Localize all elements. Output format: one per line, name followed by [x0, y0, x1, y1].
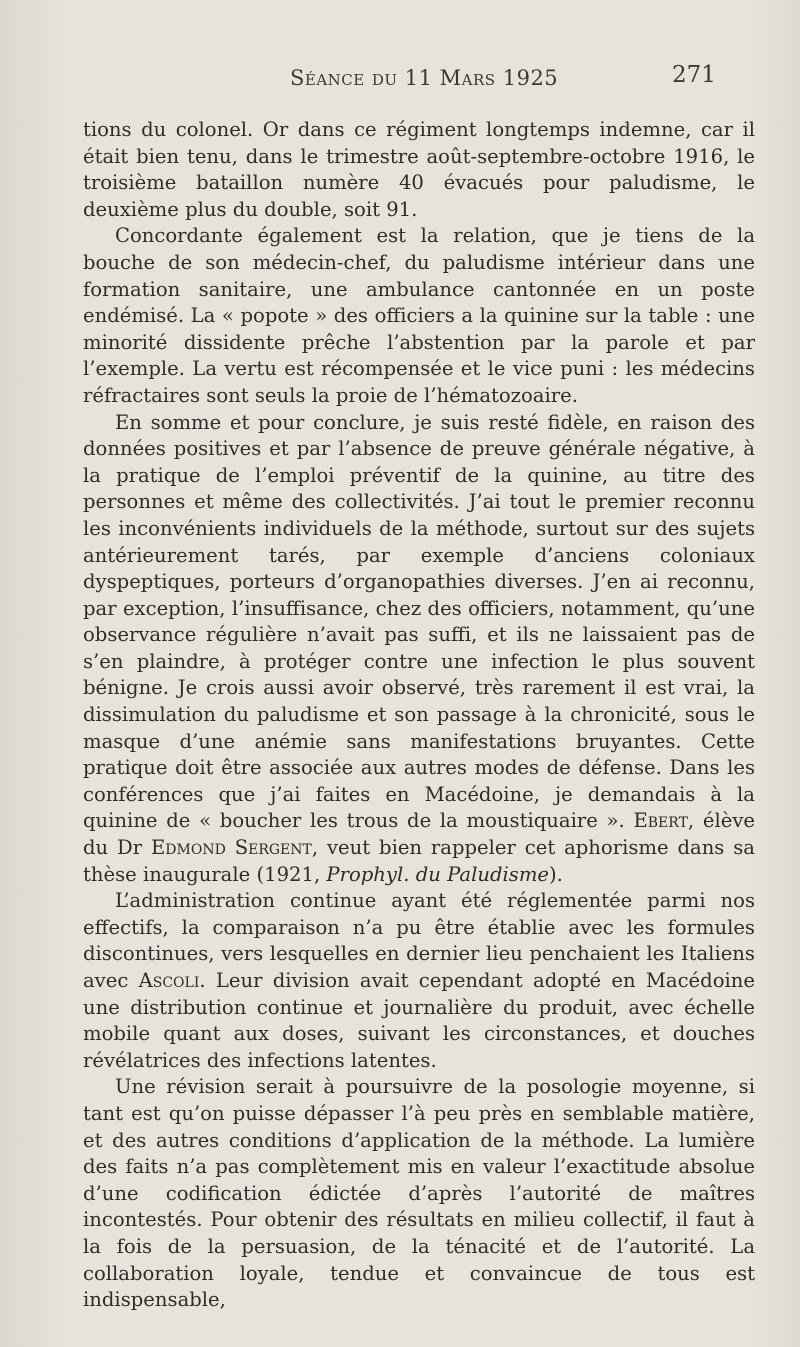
paragraph-text: ).	[549, 862, 563, 886]
running-head-title: Séance du 11 Mars 1925	[290, 66, 559, 90]
paragraph-text: En somme et pour conclure, je suis resté fidèle, en raison des données positives et par l’absence de preuve générale négative, à la pratique de l’emploi préventif de la quinine, au titre des personnes et même des collectivités. J’ai tout le premier reconnu les inconvénients individuels de la méthode, surtout sur des sujets antérieurement tarés, par exemple d’anciens coloniaux dyspeptiques, porteurs d’organopathies diverses. J’en ai reconnu, par exception, l’insuffisance, chez des officiers, notamment, qu’une observance régulière n’avait pas suffi, et ils ne laissaient pas de s’en plaindre, à protéger contre une infection le plus souvent bénigne. Je crois aussi avoir observé, très rarement il est vrai, la dissimulation du paludisme et son passage à la chronicité, sous le masque d’une anémie sans manifestations bruyantes. Cette pratique doit être associée aux autres modes de défense. Dans les conférences que j’ai faites en Macédoine, je demandais à la quinine de « boucher les trous de la moustiquaire ».	[83, 410, 755, 833]
author-name-sergent: Edmond Sergent	[151, 836, 312, 860]
author-name-ebert: Ebert	[633, 809, 688, 833]
body-text	[83, 117, 755, 1314]
paragraph-text: , élève du Dr	[83, 809, 755, 860]
running-head	[0, 62, 800, 96]
paragraph-text: . Leur division avait cependant adopté en Macédoine une distribution continue et journalière du produit, avec échelle mobile quant aux doses, suivant les circonstances, et douches révélatrices des infections latentes.	[83, 969, 755, 1072]
author-name-ascoli: Ascoli	[138, 969, 200, 992]
paragraph-en-somme	[83, 410, 755, 889]
paragraph-administration	[83, 888, 755, 1074]
paragraph-text: L’administration continue ayant été réglementée parmi nos effectifs, la comparaison n’a pu être établie avec les formules discontinues, vers lesquelles en dernier lieu penchaient les Italiens avec	[83, 889, 755, 992]
paragraph-continued: tions du colonel. Or dans ce régiment longtemps indemne, car il était bien tenu, dans le trimestre août-septembre-octobre 1916, le troisième bataillon numère 40 évacués pour paludisme, le deuxième plus du double, soit 91.	[83, 118, 755, 221]
paragraph-revision: Une révision serait à poursuivre de la posologie moyenne, si tant est qu’on puisse dépasser l’à peu près en semblable matière, et des autres conditions d’application de la méthode. La lumière des faits n’a pas complètement mis en valeur l’exactitude absolue d’une codification édictée d’après l’autorité de maîtres incontestés. Pour obtenir des résultats en milieu collectif, il faut à la fois de la persuasion, de la ténacité et de l’autorité. La collaboration loyale, tendue et convaincue de tous est indispensable,	[83, 1075, 755, 1312]
paragraph-text: , veut bien rappeler cet aphorisme dans sa thèse inaugurale (1921,	[83, 836, 755, 886]
paragraph-concordante: Concordante également est la relation, que je tiens de la bouche de son médecin-chef, du paludisme intérieur dans une formation sanitaire, une ambulance cantonnée en un poste endémisé. La « popote » des officiers a la quinine sur la table : une minorité dissidente prêche l’abstention par la parole et par l’exemple. La vertu est récompensée et le vice puni : les médecins réfractaires sont seuls la proie de l’hématozoaire.	[83, 224, 755, 407]
page-number: 271	[672, 62, 716, 88]
citation-title: Prophyl. du Paludisme	[326, 862, 550, 886]
